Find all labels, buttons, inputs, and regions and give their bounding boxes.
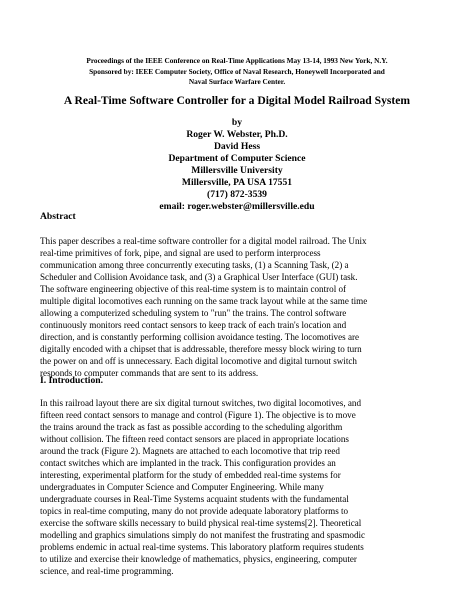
introduction-line: the trains around the track as fast as possible according to the scheduling algorithm bbox=[40, 422, 343, 432]
abstract-line: multiple digital locomotives each running on the same track layout while at the same time bbox=[40, 296, 368, 306]
introduction-line: undergraduate courses in Real-Time Systems acquaint students with the fundamental bbox=[40, 494, 349, 504]
abstract-line: direction, and is constantly performing collision avoidance testing. The locomotives are bbox=[40, 332, 360, 342]
introduction-line: In this railroad layout there are six digital turnout switches, two digital locomotives, and bbox=[40, 398, 361, 408]
introduction-line: interesting, experimental platform for the study of embedded real-time systems for bbox=[40, 470, 341, 480]
abstract-line: the power on and off is unnecessary. Each digital locomotive and digital turnout switch bbox=[40, 356, 357, 366]
paper-title: A Real-Time Software Controller for a Digital Model Railroad System bbox=[63, 94, 411, 107]
introduction-line: topics in real-time computing, many do not provide adequate laboratory platforms to bbox=[40, 506, 349, 516]
proceedings-line: Naval Surface Warfare Center. bbox=[188, 77, 286, 86]
introduction-line: to utilize and exercise their knowledge of mathematics, physics, engineering, computer bbox=[40, 554, 357, 564]
author-university: Millersville University bbox=[191, 165, 283, 176]
proceedings-line: Sponsored by: IEEE Computer Society, Office of Naval Research, Honeywell Incorporated and bbox=[89, 66, 385, 76]
introduction-line: around the track (Figure 2). Magnets are attached to each locomotive that trip reed bbox=[40, 446, 340, 456]
author-email: email: roger.webster@millersville.edu bbox=[159, 201, 315, 212]
introduction-line: problems endemic in actual real-time systems. This laboratory platform requires students bbox=[40, 542, 364, 552]
abstract-body bbox=[40, 235, 440, 379]
author-block bbox=[40, 117, 434, 213]
author-department: Department of Computer Science bbox=[168, 153, 306, 164]
abstract-line: This paper describes a real-time software controller for a digital model railroad. The Unix bbox=[40, 236, 367, 246]
introduction-body bbox=[40, 397, 440, 577]
abstract-line: continuously monitors reed contact sensors to keep track of each train's location and bbox=[40, 320, 347, 330]
abstract-heading: Abstract bbox=[40, 211, 76, 222]
abstract-line: Scheduler and Collision Avoidance task, and (3) a Graphical User Interface (GUI) task. bbox=[40, 272, 358, 282]
abstract-line: allowing a computerized scheduling system to "run" the trains. The control software bbox=[40, 308, 347, 318]
introduction-line: without collision. The fifteen reed contact sensors are placed in appropriate locations bbox=[40, 434, 349, 444]
introduction-line: contact switches which are implanted in the track. This configuration provides an bbox=[40, 458, 336, 468]
author-name: Roger W. Webster, Ph.D. bbox=[186, 129, 288, 140]
abstract-line: real-time primitives of fork, pipe, and signal are used to perform interprocess bbox=[40, 248, 321, 258]
author-phone: (717) 872-3539 bbox=[207, 189, 267, 200]
author-by: by bbox=[231, 117, 243, 128]
abstract-line: responds to computer commands that are sent to its address. bbox=[40, 368, 259, 378]
abstract-line: digitally encoded with a chipset that is addressable, therefore messy block wiring to turn bbox=[40, 344, 362, 354]
introduction-line: fifteen reed contact sensors to manage and control (Figure 1). The objective is to move bbox=[40, 410, 356, 420]
introduction-line: exercise the software skills necessary to build physical real-time systems[2]. Theoretical bbox=[40, 518, 362, 528]
abstract-line: communication among three concurrently executing tasks, (1) a Scanning Task, (2) a bbox=[40, 260, 349, 270]
introduction-line: modelling and graphics simulations simply do not manifest the frustrating and spasmodic bbox=[40, 530, 366, 540]
author-address: Millersville, PA USA 17551 bbox=[181, 177, 293, 188]
introduction-heading: I. Introduction. bbox=[40, 375, 103, 386]
abstract-line: The software engineering objective of this real-time system is to maintain control of bbox=[40, 284, 347, 294]
introduction-line: science, and real-time programming. bbox=[40, 566, 174, 576]
proceedings-line: Proceedings of the IEEE Conference on Real-Time Applications May 13-14, 1993 New York, N.Y. bbox=[86, 56, 388, 65]
introduction-line: undergraduates in Computer Science and Computer Engineering. While many bbox=[40, 482, 324, 492]
author-name: David Hess bbox=[213, 141, 261, 152]
proceedings-header bbox=[40, 56, 434, 88]
